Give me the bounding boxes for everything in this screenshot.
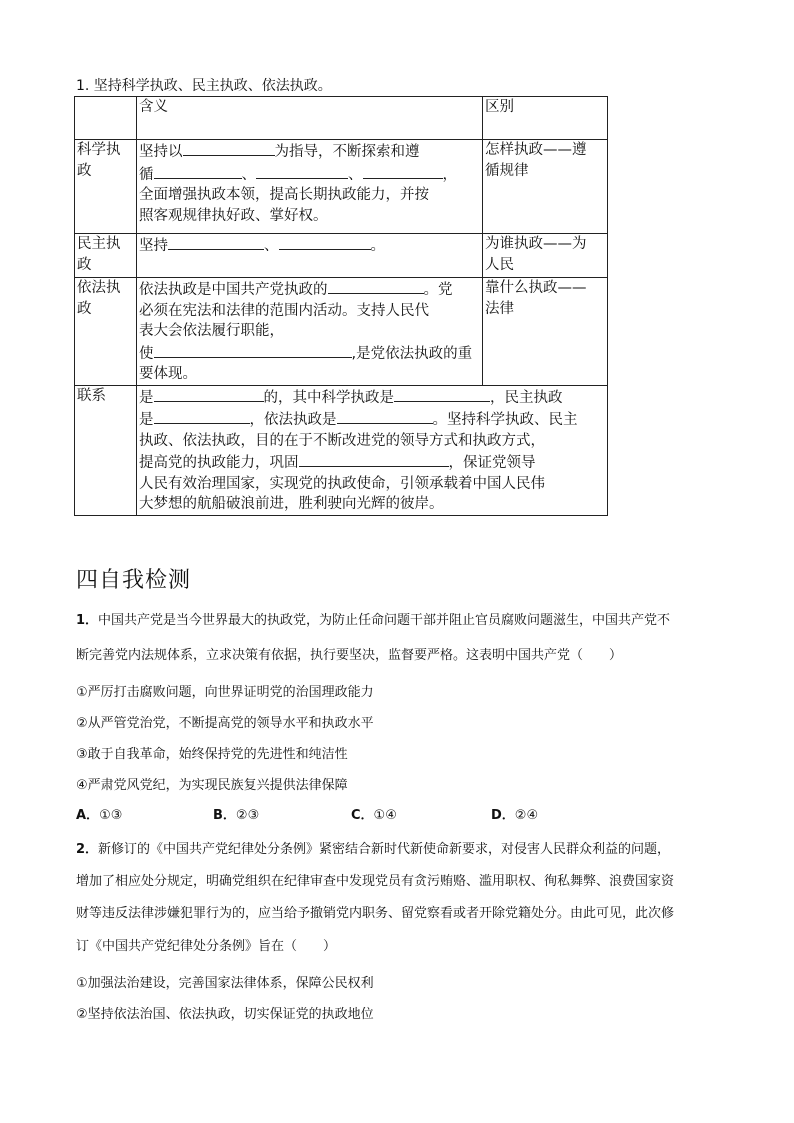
question-2-line-1: 2．新修订的《中国共产党纪律处分条例》紧密结合新时代新使命新要求，对侵害人民群众利益的问题， [76,842,671,857]
section-title: 四自我检测 [76,568,192,593]
row-difference-democracy: 为谁执政——为 人民 [483,234,608,278]
question-2-line-3: 财等违反法律涉嫌犯罪行为的，应当给予撤销党内职务、留党察看或者开除党籍处分。由此可见，此次修 [76,906,675,921]
choice-d[interactable]: D．②④ [491,808,539,823]
row-difference-science: 怎样执政——遵 循规律 [483,140,608,234]
table-row-democracy [75,234,608,278]
row-label-law: 依法执 政 [75,278,137,386]
question-2-line-2: 增加了相应处分规定，明确党组织在纪律审查中发现党员有贪污贿赂、滥用职权、徇私舞弊、浪费国家资 [76,874,675,889]
row-meaning-relation: 是 的，其中科学执政是 ，民主执政 是 ，依法执政是 。坚持科学执政、民主 执政、依法执政，目的在于不断改进党的领导方式和执政方式， 提高党的执政能力，巩固 ，保证党领导 人民有效治理国家，实现党的执政使命，引领承载着中国人民伟 大梦想的航船破浪前进，胜利驶向光辉的彼岸。 [137,385,608,515]
header-cell-empty [75,97,137,140]
choice-b[interactable]: B．②③ [213,808,260,823]
blank-field[interactable] [154,163,242,179]
header-cell-meaning: 含义 [137,97,483,140]
blank-field[interactable] [256,163,348,179]
blank-field[interactable] [154,408,250,424]
blank-field[interactable] [154,386,264,402]
row-label-democracy: 民主执 政 [75,234,137,278]
blank-field[interactable] [183,140,275,156]
choice-a[interactable]: A．①③ [76,808,123,823]
blank-field[interactable] [328,278,424,294]
choice-c[interactable]: C．①④ [351,808,397,823]
blank-field[interactable] [363,163,443,179]
question-2-option: ②坚持依法治国、依法执政，切实保证党的执政地位 [76,1007,374,1022]
row-label-relation: 联系 [75,385,137,515]
question-1-choices [76,804,538,823]
blank-field[interactable] [337,408,433,424]
row-meaning-law: 依法执政是中国共产党执政的 。党 必须在宪法和法律的范围内活动。支持人民代 表大会依法履行职能， 使 ,是党依法执政的重 要体现。 [137,278,483,386]
question-1-option: ②从严管党治党，不断提高党的领导水平和执政水平 [76,716,374,731]
question-1-line-1: 1．中国共产党是当今世界最大的执政党，为防止任命问题干部并阻止官员腐败问题滋生，中国共产党不 [76,613,671,628]
table-row-relation [75,385,608,515]
question-1-option: ③敢于自我革命，始终保持党的先进性和纯洁性 [76,747,348,762]
row-difference-law: 靠什么执政—— 法律 [483,278,608,386]
table-row-law [75,278,608,386]
table-row-science [75,140,608,234]
question-1-line-2: 断完善党内法规体系，立求决策有依据，执行要坚决，监督要严格。这表明中国共产党（ ） [76,648,623,663]
governance-table [74,96,608,516]
header-cell-difference: 区别 [483,97,608,140]
table-header-row [75,97,608,140]
blank-field[interactable] [394,386,490,402]
blank-field[interactable] [299,451,449,467]
question-1-option: ①严厉打击腐败问题，向世界证明党的治国理政能力 [76,685,374,700]
question-2-line-4: 订《中国共产党纪律处分条例》旨在（ ） [76,939,337,954]
question-2-option: ①加强法治建设，完善国家法律体系，保障公民权利 [76,976,374,991]
question-1-option: ④严肃党风党纪，为实现民族复兴提供法律保障 [76,778,348,793]
blank-field[interactable] [168,234,264,250]
blank-field[interactable] [279,234,371,250]
row-meaning-science: 坚持以 为指导，不断探索和遵 循 、 、 ， 全面增强执政本领，提高长期执政能力，并按 照客观规律执好政、掌好权。 [137,140,483,234]
row-label-science: 科学执 政 [75,140,137,234]
section-intro: 1. 坚持科学执政、民主执政、依法执政。 [76,78,332,94]
blank-field[interactable] [154,342,352,358]
row-meaning-democracy: 坚持 、 。 [137,234,483,278]
